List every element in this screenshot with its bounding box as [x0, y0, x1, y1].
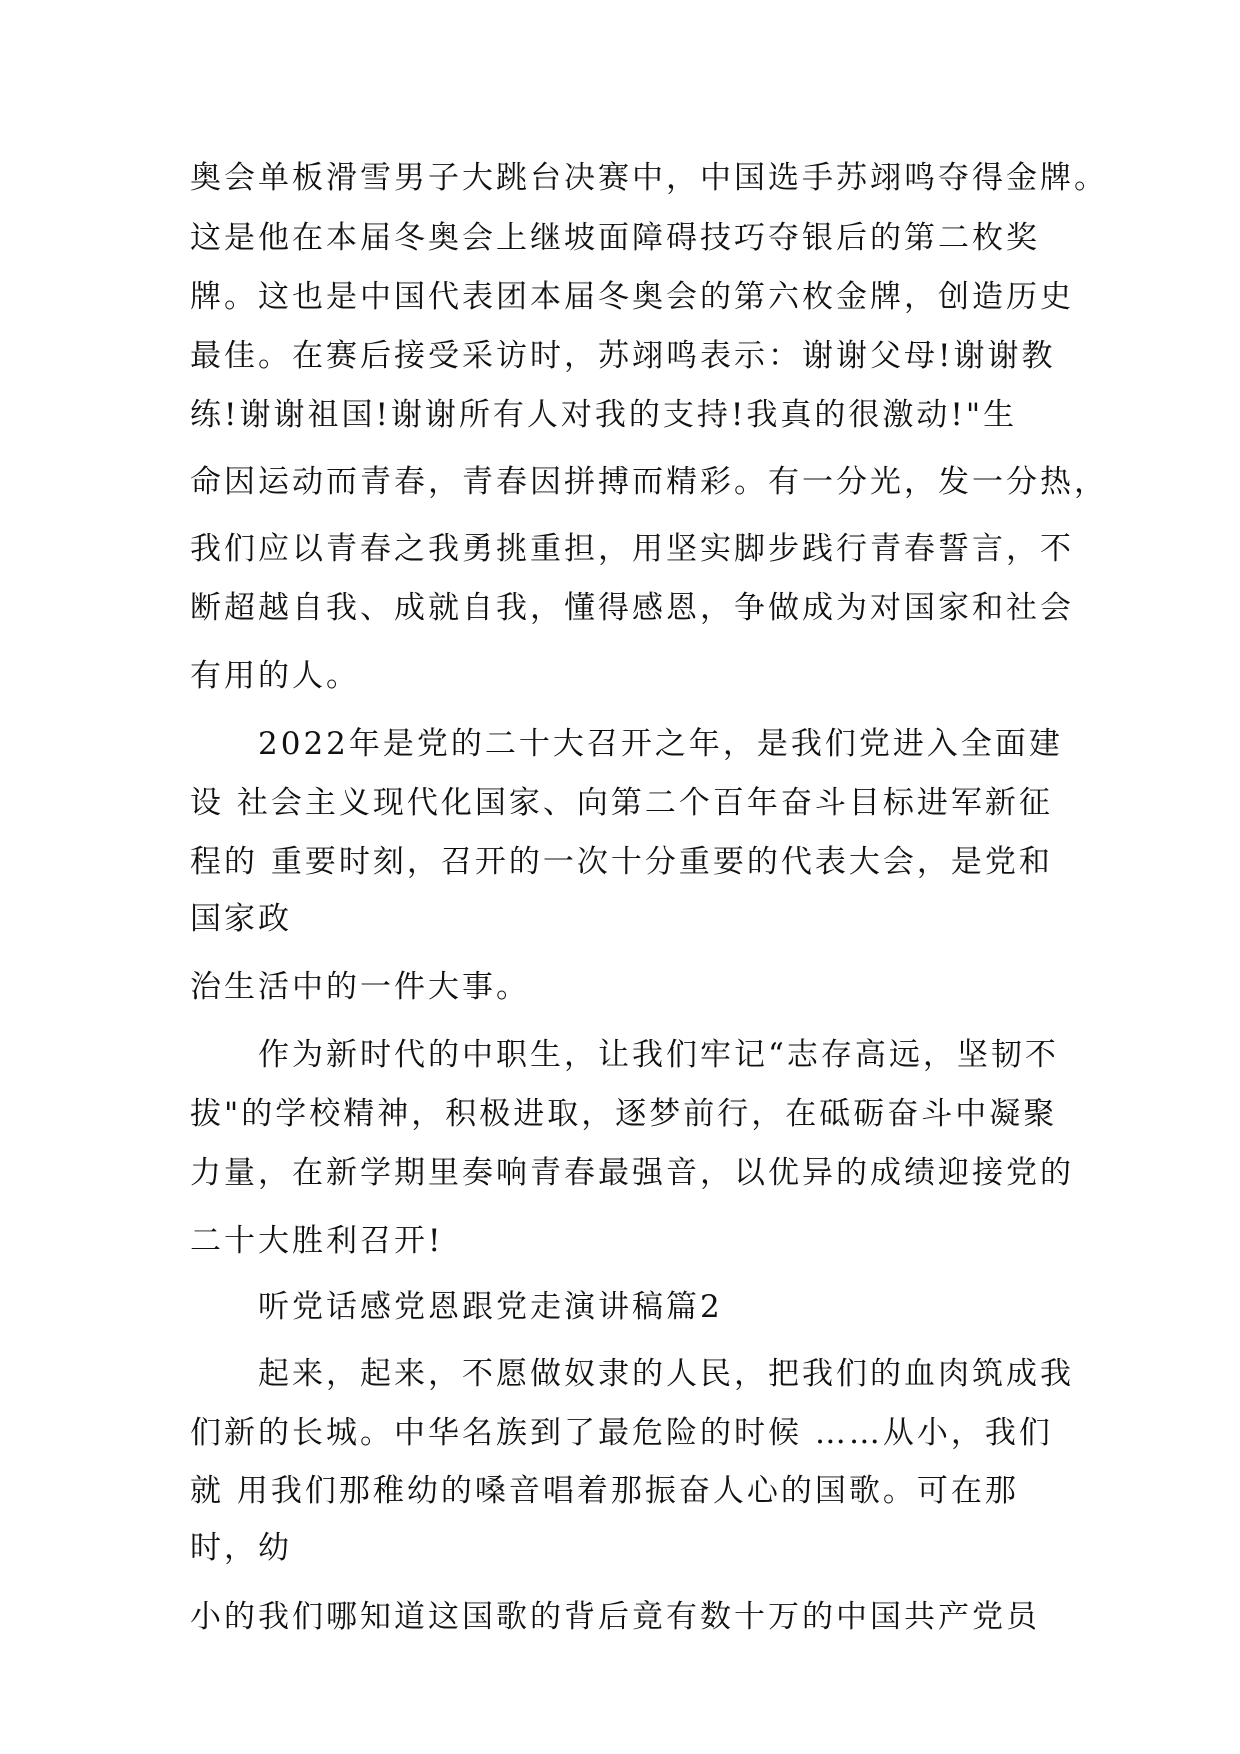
text-line: 我们应以青春之我勇挑重担，用坚实脚步践行青春誓言，不 — [190, 531, 1074, 567]
text-line: 有用的人。 — [190, 658, 360, 694]
text-line: 就 用我们那稚幼的嗓音唱着那振奋人心的国歌。可在那 — [190, 1473, 1019, 1509]
paragraph-first-line: 2022年是党的二十大召开之年，是我们党进入全面建 — [258, 726, 1063, 762]
text-line: 设 社会主义现代化国家、向第二个百年奋斗目标进军新征 — [190, 785, 1053, 821]
text-line: 断超越自我、成就自我，懂得感恩，争做成为对国家和社会 — [190, 590, 1074, 626]
text-line: 牌。这也是中国代表团本届冬奥会的第六枚金牌，创造历史 — [190, 279, 1074, 315]
text-line: 小的我们哪知道这国歌的背后竟有数十万的中国共产党员 — [190, 1599, 1040, 1635]
text-line: 们新的长城。中华名族到了最危险的时候 ……从小，我们 — [190, 1415, 1053, 1451]
paragraph-first-line: 作为新时代的中职生，让我们牢记“志存高远，坚韧不 — [258, 1037, 1059, 1073]
text-line: 时，幼 — [190, 1530, 292, 1566]
text-line: 拔"的学校精神，积极进取，逐梦前行，在砥砺奋斗中凝聚 — [190, 1096, 1058, 1132]
text-line: 命因运动而青春，青春因拼搏而精彩。有一分光，发一分热， — [190, 464, 1108, 500]
text-line: 治生活中的一件大事。 — [190, 969, 530, 1005]
text-line: 程的 重要时刻，召开的一次十分重要的代表大会，是党和 — [190, 844, 1053, 880]
section-heading: 听党话感党恩跟党走演讲稿篇2 — [258, 1289, 723, 1325]
text-line: 这是他在本届冬奥会上继坡面障碍技巧夺银后的第二枚奖 — [190, 220, 1040, 256]
text-line: 二十大胜利召开! — [190, 1223, 444, 1259]
text-line: 最佳。在赛后接受采访时，苏翊鸣表示：谢谢父母!谢谢教 — [190, 338, 1056, 374]
paragraph-first-line: 起来，起来，不愿做奴隶的人民，把我们的血肉筑成我 — [258, 1356, 1074, 1392]
text-line: 练!谢谢祖国!谢谢所有人对我的支持!我真的很激动!"生 — [190, 397, 1018, 433]
text-line: 奥会单板滑雪男子大跳台决赛中，中国选手苏翊鸣夺得金牌。 — [190, 160, 1108, 196]
text-line: 国家政 — [190, 901, 292, 937]
text-line: 力量，在新学期里奏响青春最强音，以优异的成绩迎接党的 — [190, 1155, 1074, 1191]
